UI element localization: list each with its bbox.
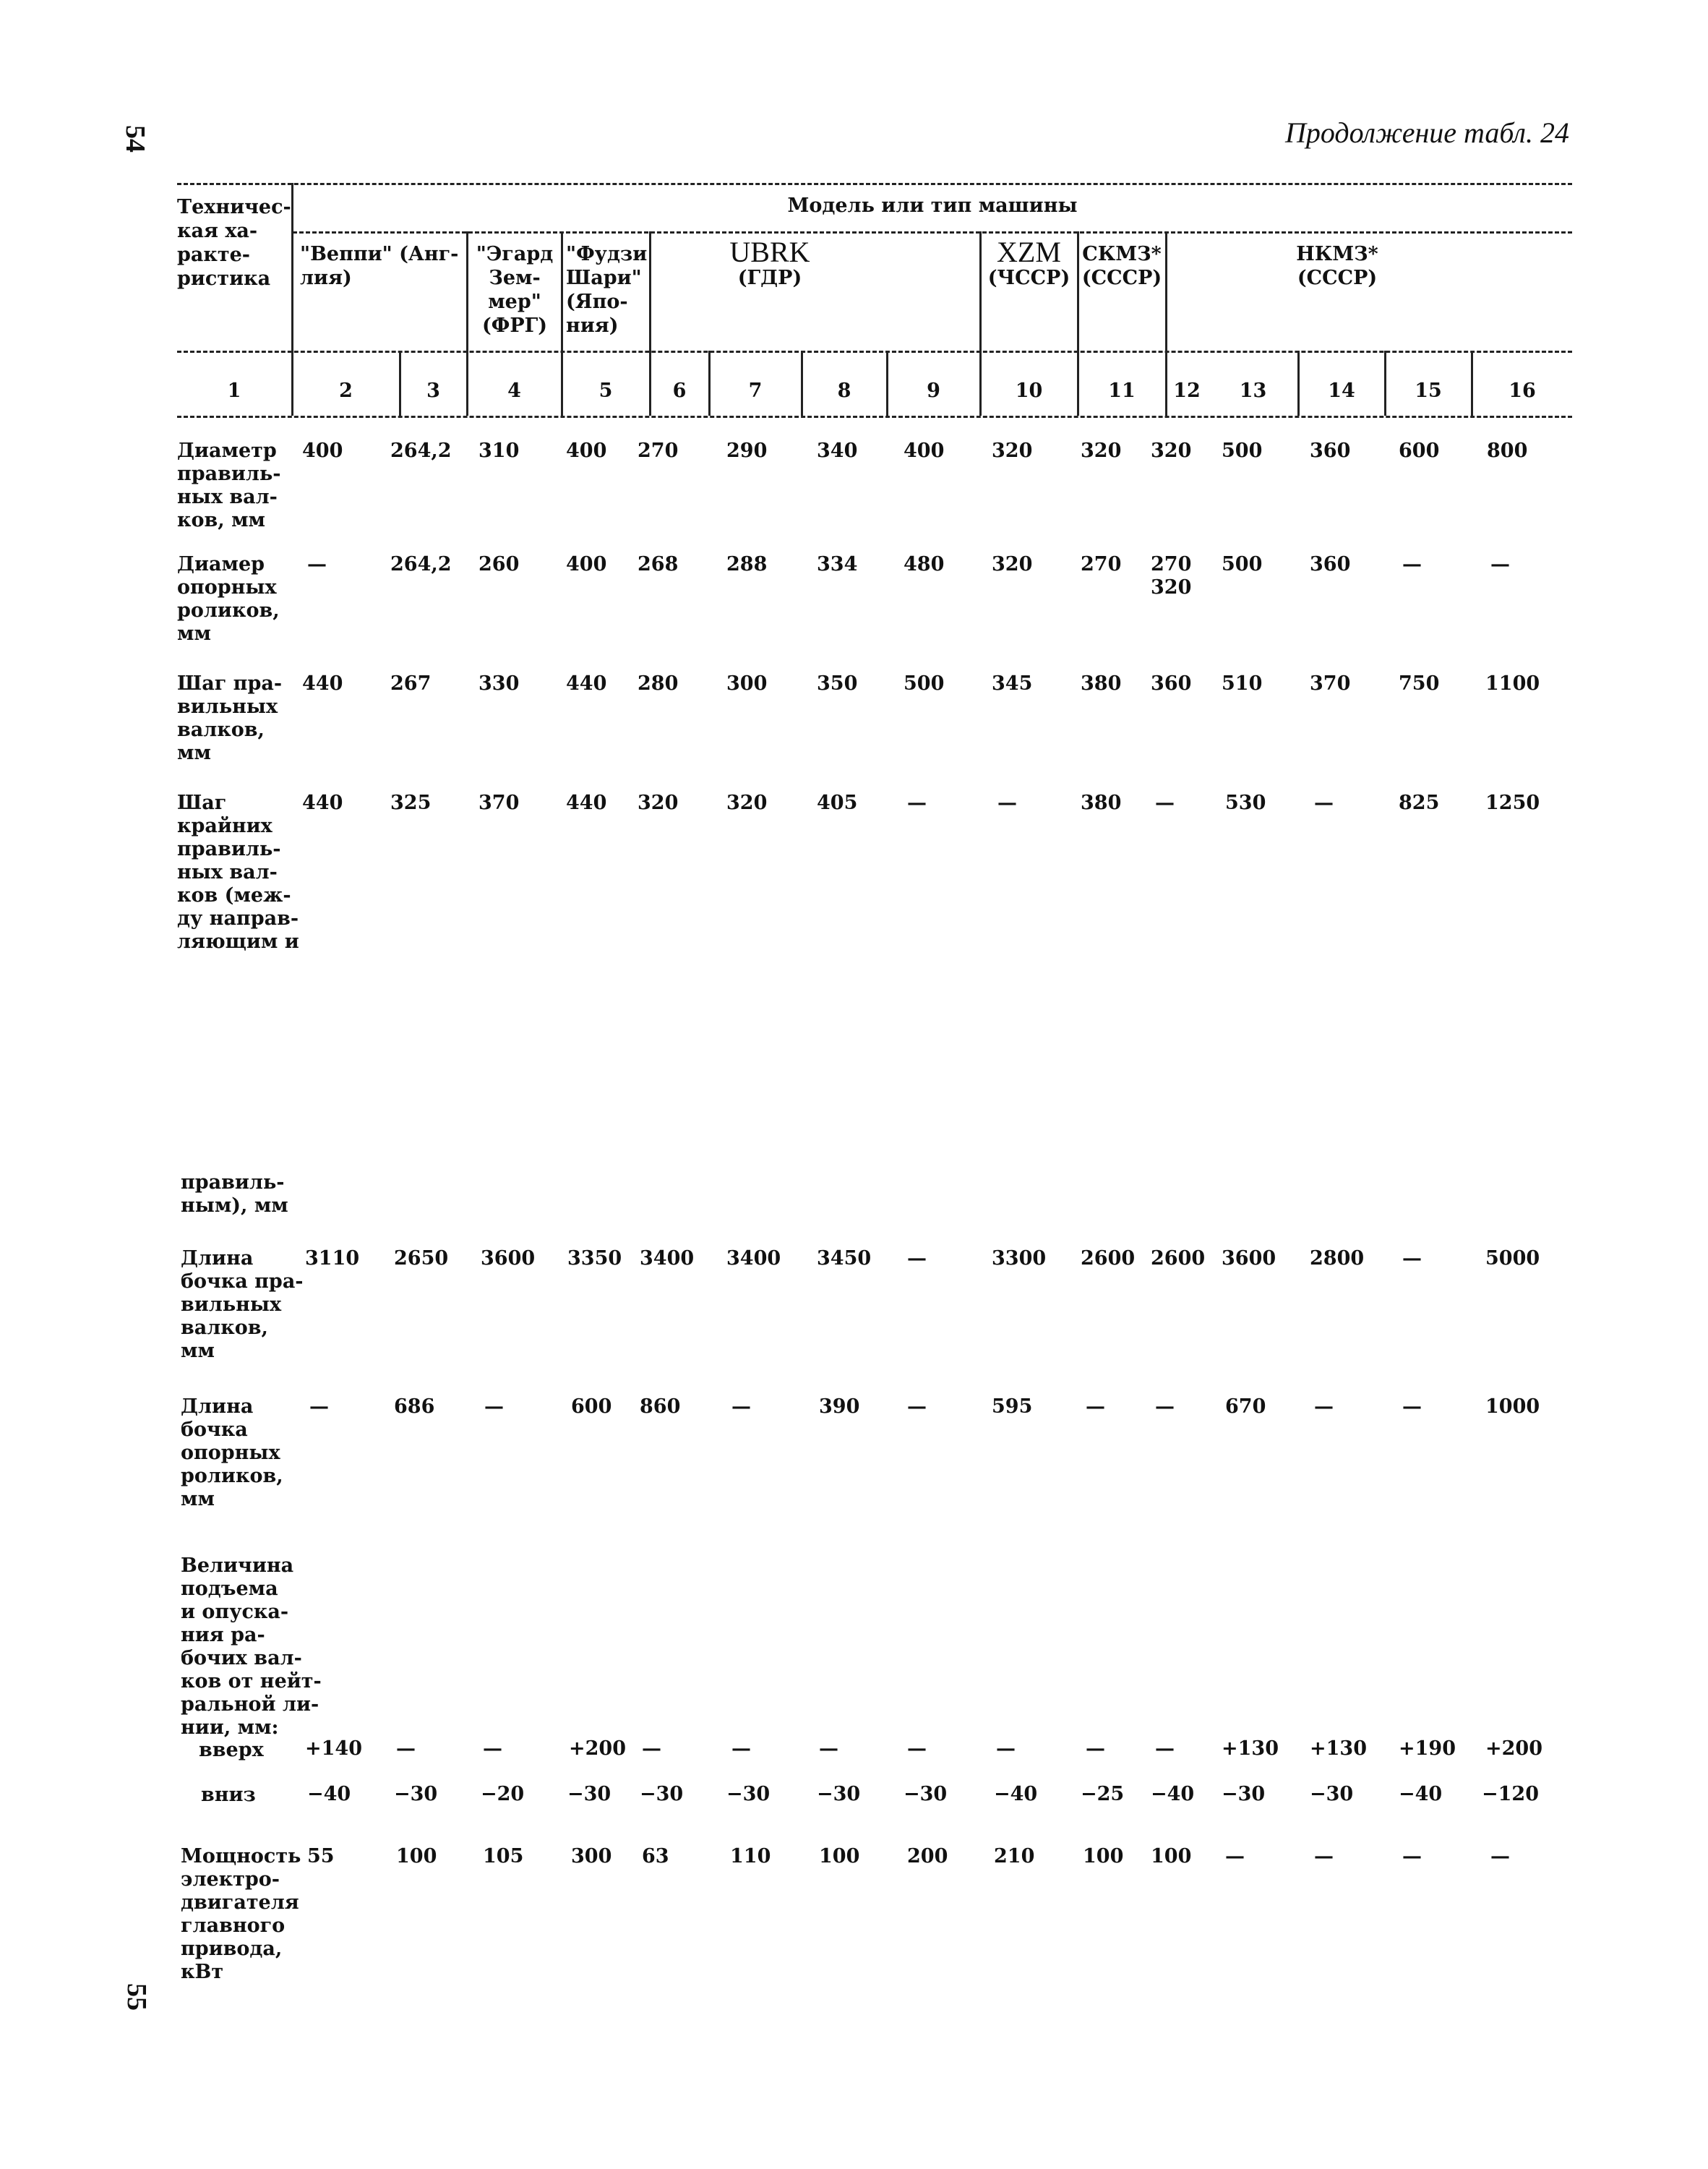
table-cell: 600 xyxy=(571,1395,612,1418)
table-cell: 320 xyxy=(992,440,1033,462)
table-cell: −120 xyxy=(1482,1783,1539,1805)
table-cell: 400 xyxy=(566,553,607,576)
model-fudzi: "Фудзи Шари" (Япо- ния) xyxy=(566,243,648,337)
table-cell: 530 xyxy=(1225,792,1266,814)
table-cell: 310 xyxy=(479,440,520,462)
table-cell: 440 xyxy=(302,792,343,814)
table-cell: — xyxy=(309,1395,329,1418)
table-cell: 350 xyxy=(817,672,858,695)
table-cell: — xyxy=(1314,1845,1334,1868)
table-cell: 267 xyxy=(390,672,432,695)
table-cell: 360 xyxy=(1310,553,1351,576)
table-cell: 340 xyxy=(817,440,858,462)
table-cell: 480 xyxy=(904,553,945,576)
table-cell: 1000 xyxy=(1485,1395,1540,1418)
table-cell: 3300 xyxy=(992,1247,1047,1270)
row-label-continued: правиль- ным), мм xyxy=(181,1171,288,1217)
table-cell: 200 xyxy=(907,1845,948,1868)
group-header: Модель или тип машины xyxy=(787,194,1078,217)
table-cell: 1250 xyxy=(1485,792,1540,814)
table-cell: 380 xyxy=(1081,792,1122,814)
colnum-7: 7 xyxy=(748,380,763,402)
table-cell: −40 xyxy=(307,1783,351,1805)
table-cell: 270 xyxy=(1081,553,1122,576)
model-ubrk-name: UBRK xyxy=(729,236,810,268)
table-cell: 1100 xyxy=(1485,672,1540,695)
table-cell: 3450 xyxy=(817,1247,872,1270)
model-egard: "Эгард Зем- мер" (ФРГ) xyxy=(476,243,554,337)
table-cell: 290 xyxy=(726,440,768,462)
table-cell: 380 xyxy=(1081,672,1122,695)
table-cell: — xyxy=(731,1737,751,1760)
model-ubrk-country: (ГДР) xyxy=(737,267,802,289)
table-cell: — xyxy=(907,1737,927,1760)
colnum-3: 3 xyxy=(426,380,440,402)
table-cell: 320 xyxy=(1151,440,1192,462)
colnum-10: 10 xyxy=(1015,380,1043,402)
table-cell: 300 xyxy=(726,672,768,695)
table-cell: 264,2 xyxy=(390,440,452,462)
table-cell: +130 xyxy=(1310,1737,1367,1760)
table-cell: −30 xyxy=(817,1783,861,1805)
table-cell: −30 xyxy=(904,1783,948,1805)
table-cell: 686 xyxy=(394,1395,435,1418)
colnum-2: 2 xyxy=(339,380,353,402)
table-cell: −40 xyxy=(994,1783,1038,1805)
model-skmz: СКМЗ* (СССР) xyxy=(1081,243,1162,289)
table-cell: 390 xyxy=(819,1395,860,1418)
row-label: Величина подъема и опуска- ния ра- бочих вал- ков от нейт- ральной ли- нии, мм: xyxy=(181,1554,322,1739)
table-cell: 260 xyxy=(479,553,520,576)
table-cell: 400 xyxy=(566,440,607,462)
table-cell: 500 xyxy=(904,672,945,695)
table-cell: 280 xyxy=(638,672,679,695)
table-cell: +200 xyxy=(1485,1737,1542,1760)
table-cell: 595 xyxy=(992,1395,1033,1418)
table-cell: — xyxy=(819,1737,838,1760)
table-cell: — xyxy=(996,1737,1016,1760)
rule-numbers-bottom xyxy=(177,416,1572,418)
row-label: Длина бочка пра- вильных валков, мм xyxy=(181,1247,304,1362)
table-cell: −20 xyxy=(481,1783,525,1805)
table-cell: — xyxy=(1155,792,1175,814)
table-cell: 3600 xyxy=(1222,1247,1276,1270)
rule-group xyxy=(293,231,1572,234)
table-cell: — xyxy=(1155,1737,1175,1760)
table-cell: 2600 xyxy=(1081,1247,1136,1270)
table-cell: 3110 xyxy=(305,1247,360,1270)
table-cell: — xyxy=(1314,792,1334,814)
table-cell: +130 xyxy=(1222,1737,1279,1760)
table-cell: — xyxy=(1314,1395,1334,1418)
table-cell: 2800 xyxy=(1310,1247,1365,1270)
table-cell: −30 xyxy=(726,1783,771,1805)
table-cell: 405 xyxy=(817,792,858,814)
table-cell: 300 xyxy=(571,1845,612,1868)
model-nkmz-country: (СССР) xyxy=(1297,267,1378,289)
model-xzm-name: XZM xyxy=(997,236,1061,268)
table-cell: −30 xyxy=(394,1783,438,1805)
table-cell: −25 xyxy=(1081,1783,1125,1805)
colnum-15: 15 xyxy=(1415,380,1442,402)
colnum-14: 14 xyxy=(1328,380,1355,402)
table-cell: 100 xyxy=(1083,1845,1124,1868)
table-cell: 370 xyxy=(479,792,520,814)
table-cell: 210 xyxy=(994,1845,1035,1868)
colnum-16: 16 xyxy=(1509,380,1536,402)
table-cell: 330 xyxy=(479,672,520,695)
table-cell: — xyxy=(1086,1737,1105,1760)
table-cell: 63 xyxy=(642,1845,669,1868)
rule-header-bottom xyxy=(177,351,1572,353)
colnum-5: 5 xyxy=(598,380,613,402)
table-cell: — xyxy=(907,1247,927,1270)
model-nkmz-name: НКМЗ* xyxy=(1296,243,1378,265)
row-sublabel-up: вверх xyxy=(199,1739,264,1761)
colnum-9: 9 xyxy=(927,380,940,402)
stub-header: Техничес- кая ха- ракте- ристика xyxy=(177,196,291,290)
table-cell: — xyxy=(731,1395,751,1418)
colnum-4: 4 xyxy=(507,380,521,402)
table-cell: 320 xyxy=(992,553,1033,576)
table-cell: −30 xyxy=(1310,1783,1354,1805)
table-cell: 264,2 xyxy=(390,553,452,576)
table-cell: 2650 xyxy=(394,1247,449,1270)
table-cell: −30 xyxy=(640,1783,684,1805)
table-cell: 670 xyxy=(1225,1395,1266,1418)
table-cell: — xyxy=(907,1395,927,1418)
table-cell: — xyxy=(307,553,327,576)
table-cell: 360 xyxy=(1310,440,1351,462)
table-cell: 268 xyxy=(638,553,679,576)
colnum-12: 12 xyxy=(1173,380,1201,402)
table-cell: 270 320 xyxy=(1151,553,1192,599)
model-weppi: "Веппи" (Анг- лия) xyxy=(300,243,459,289)
colnum-11: 11 xyxy=(1108,380,1136,402)
row-label: Диамер опорных роликов, мм xyxy=(177,553,280,645)
table-cell: 860 xyxy=(640,1395,681,1418)
row-label: Шаг пра- вильных валков, мм xyxy=(177,672,283,764)
table-cell: −40 xyxy=(1151,1783,1195,1805)
table-cell: 800 xyxy=(1487,440,1528,462)
table-cell: 510 xyxy=(1222,672,1263,695)
table-cell: 288 xyxy=(726,553,768,576)
table-cell: 100 xyxy=(396,1845,437,1868)
colnum-1: 1 xyxy=(227,380,241,402)
page-number-left: 54 xyxy=(120,125,150,153)
table-cell: — xyxy=(1402,553,1422,576)
colnum-13: 13 xyxy=(1239,380,1267,402)
table-cell: 100 xyxy=(1151,1845,1192,1868)
table-cell: 440 xyxy=(566,792,607,814)
table-cell: 105 xyxy=(483,1845,524,1868)
table-cell: −40 xyxy=(1399,1783,1443,1805)
table-cell: — xyxy=(642,1737,661,1760)
page-number-right: 55 xyxy=(121,1983,152,2011)
table-cell: 400 xyxy=(302,440,343,462)
table-cell: +200 xyxy=(569,1737,626,1760)
table-cell: 3350 xyxy=(567,1247,622,1270)
table-cell: 2600 xyxy=(1151,1247,1206,1270)
table-cell: 320 xyxy=(1081,440,1122,462)
table-cell: 370 xyxy=(1310,672,1351,695)
table-cell: — xyxy=(396,1737,416,1760)
table-cell: 400 xyxy=(904,440,945,462)
table-cell: −30 xyxy=(1222,1783,1266,1805)
table-cell: +190 xyxy=(1399,1737,1456,1760)
model-xzm-country: (ЧССР) xyxy=(987,267,1070,289)
table-cell: — xyxy=(997,792,1017,814)
row-sublabel-down: вниз xyxy=(201,1784,256,1806)
continuation-caption: Продолжение табл. 24 xyxy=(1284,116,1569,149)
table-cell: — xyxy=(483,1737,502,1760)
table-cell: 360 xyxy=(1151,672,1192,695)
table-cell: 334 xyxy=(817,553,858,576)
table-cell: — xyxy=(1225,1845,1245,1868)
table-cell: 825 xyxy=(1399,792,1440,814)
table-cell: 750 xyxy=(1399,672,1440,695)
table-cell: 270 xyxy=(638,440,679,462)
rule-top xyxy=(177,183,1572,185)
colnum-6: 6 xyxy=(672,380,687,402)
table-cell: 55 xyxy=(307,1845,335,1868)
table-cell: — xyxy=(907,792,927,814)
table-cell: 600 xyxy=(1399,440,1440,462)
row-label: Мощность электро- двигателя главного привода, кВт xyxy=(181,1845,301,1983)
table-cell: 345 xyxy=(992,672,1033,695)
table-cell: 320 xyxy=(638,792,679,814)
table-cell: 5000 xyxy=(1485,1247,1540,1270)
table-cell: 440 xyxy=(302,672,343,695)
row-label: Шаг крайних правиль- ных вал- ков (меж- ду направ- ляющим и xyxy=(177,792,299,953)
table-cell: — xyxy=(484,1395,504,1418)
table-cell: 500 xyxy=(1222,553,1263,576)
row-label: Диаметр правиль- ных вал- ков, мм xyxy=(177,440,281,531)
table-cell: +140 xyxy=(305,1737,362,1760)
table-cell: 325 xyxy=(390,792,432,814)
table-cell: — xyxy=(1490,1845,1510,1868)
table-cell: 3400 xyxy=(726,1247,781,1270)
table-cell: −30 xyxy=(567,1783,611,1805)
table-cell: 500 xyxy=(1222,440,1263,462)
table-cell: — xyxy=(1490,553,1510,576)
table-cell: — xyxy=(1402,1845,1422,1868)
table-cell: 320 xyxy=(726,792,768,814)
colnum-8: 8 xyxy=(837,380,851,402)
table-cell: — xyxy=(1086,1395,1105,1418)
table-cell: — xyxy=(1402,1395,1422,1418)
table-cell: — xyxy=(1155,1395,1175,1418)
table-cell: 100 xyxy=(819,1845,860,1868)
table-cell: 3600 xyxy=(481,1247,536,1270)
row-label: Длина бочка опорных роликов, мм xyxy=(181,1395,283,1510)
table-cell: 3400 xyxy=(640,1247,695,1270)
table-cell: — xyxy=(1402,1247,1422,1270)
table-cell: 110 xyxy=(730,1845,771,1868)
table-cell: 440 xyxy=(566,672,607,695)
